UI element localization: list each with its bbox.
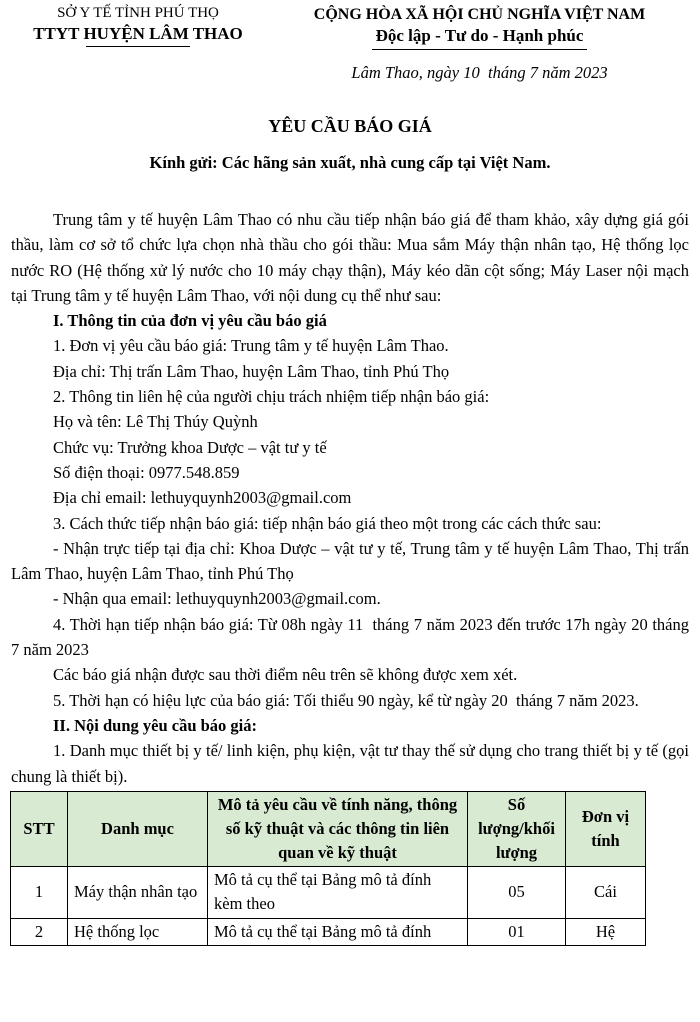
- table-cell-mo-ta: Mô tả cụ thể tại Bảng mô tả đính: [208, 918, 468, 945]
- table-cell-stt: 2: [11, 918, 68, 945]
- table-header-danh-muc: Danh mục: [68, 791, 208, 866]
- paragraph-requesting-unit: 1. Đơn vị yêu cầu báo giá: Trung tâm y tế huyện Lâm Thao.: [53, 336, 449, 356]
- document-title: YÊU CẦU BÁO GIÁ: [268, 116, 432, 136]
- table-header-so-luong: Số lượng/khối lượng: [468, 791, 566, 866]
- paragraph-contact-intro: 2. Thông tin liên hệ của người chịu trách nhiệm tiếp nhận báo giá:: [53, 387, 490, 407]
- org-name: TTYT HUYỆN LÂM THAO: [33, 24, 243, 43]
- quotation-items-table: [10, 791, 646, 946]
- section-heading-2: II. Nội dung yêu cầu báo giá:: [53, 715, 258, 735]
- letterhead: [0, 0, 700, 50]
- document-body: [0, 207, 700, 789]
- table-header-row: [11, 791, 646, 866]
- paragraph-contact-position: Chức vụ: Trưởng khoa Dược – vật tư y tế: [53, 437, 327, 457]
- org-name-rule: [86, 46, 190, 47]
- parent-org-name: SỞ Y TẾ TỈNH PHÚ THỌ: [57, 5, 219, 21]
- table-cell-so-luong: 01: [468, 918, 566, 945]
- table-row: [11, 866, 646, 918]
- paragraph-contact-phone: Số điện thoại: 0977.548.859: [53, 462, 240, 482]
- table-cell-danh-muc: Máy thận nhân tạo: [68, 866, 208, 918]
- paragraph-deadline: 4. Thời hạn tiếp nhận báo giá: Từ 08h ngày 11 tháng 7 năm 2023 đến trước 17h ngày 20 tháng 7 năm 2023: [11, 614, 694, 660]
- paragraph-receiving-methods: 3. Cách thức tiếp nhận báo giá: tiếp nhận báo giá theo một trong các cách thức sau:: [53, 513, 602, 533]
- table-cell-danh-muc: Hệ thống lọc: [68, 918, 208, 945]
- national-motto: Độc lập - Tư do - Hạnh phúc: [372, 25, 588, 50]
- national-motto-block: [287, 4, 672, 50]
- paragraph-item-list-intro: 1. Danh mục thiết bị y tế/ linh kiện, phụ kiện, vật tư thay thế sử dụng cho trang thiết bị y tế (gọi chung là thiết bị).: [11, 741, 694, 786]
- table-header-don-vi: Đơn vị tính: [566, 791, 646, 866]
- table-header-stt: STT: [11, 791, 68, 866]
- section-heading-1: I. Thông tin của đơn vị yêu cầu báo giá: [53, 311, 327, 331]
- paragraph-method-email: - Nhận qua email: lethuyquynh2003@gmail.com.: [53, 589, 381, 609]
- dateline-row: [0, 61, 700, 85]
- table-cell-stt: 1: [11, 866, 68, 918]
- salutation-line: Kính gửi: Các hãng sản xuất, nhà cung cấp tại Việt Nam.: [149, 153, 551, 172]
- table-header-mo-ta: Mô tả yêu cầu về tính năng, thông số kỹ thuật và các thông tin liên quan về kỹ thuật: [208, 791, 468, 866]
- table-cell-mo-ta: Mô tả cụ thể tại Bảng mô tả đính kèm theo: [208, 866, 468, 918]
- table-cell-don-vi: Cái: [566, 866, 646, 918]
- paragraph-address: Địa chỉ: Thị trấn Lâm Thao, huyện Lâm Thao, tỉnh Phú Thọ: [53, 361, 450, 381]
- paragraph-intro: Trung tâm y tế huyện Lâm Thao có nhu cầu tiếp nhận báo giá để tham khảo, xây dựng giá gói thầu, làm cơ sở tổ chức lựa chọn nhà thầu cho gói thầu: Mua sắm Máy thận nhân tạo, Hệ thống lọc nước RO (Hệ thống xử lý nước cho 10 máy chạy thận), Máy kéo dãn cột sống; Máy Laser nội mạch tại Trung tâm y tế huyện Lâm Thao, với nội dung cụ thể như sau:: [11, 210, 694, 305]
- paragraph-late-note: Các báo giá nhận được sau thời điểm nêu trên sẽ không được xem xét.: [53, 665, 518, 685]
- issuing-org-block: [2, 4, 274, 50]
- place-date-line: Lâm Thao, ngày 10 tháng 7 năm 2023: [351, 63, 608, 82]
- paragraph-contact-name: Họ và tên: Lê Thị Thúy Quỳnh: [53, 412, 258, 432]
- paragraph-contact-email: Địa chỉ email: lethuyquynh2003@gmail.com: [53, 488, 352, 508]
- paragraph-method-direct: - Nhận trực tiếp tại địa chỉ: Khoa Dược – vật tư y tế, Trung tâm y tế huyện Lâm Thao, Thị trấn Lâm Thao, huyện Lâm Thao, tỉnh Phú Thọ: [11, 538, 694, 584]
- table-cell-so-luong: 05: [468, 866, 566, 918]
- table-row: [11, 918, 646, 945]
- paragraph-validity: 5. Thời hạn có hiệu lực của báo giá: Tối thiểu 90 ngày, kể từ ngày 20 tháng 7 năm 2023.: [53, 690, 639, 710]
- table-cell-don-vi: Hệ: [566, 918, 646, 945]
- national-title: CỘNG HÒA XÃ HỘI CHỦ NGHĨA VIỆT NAM: [313, 6, 646, 23]
